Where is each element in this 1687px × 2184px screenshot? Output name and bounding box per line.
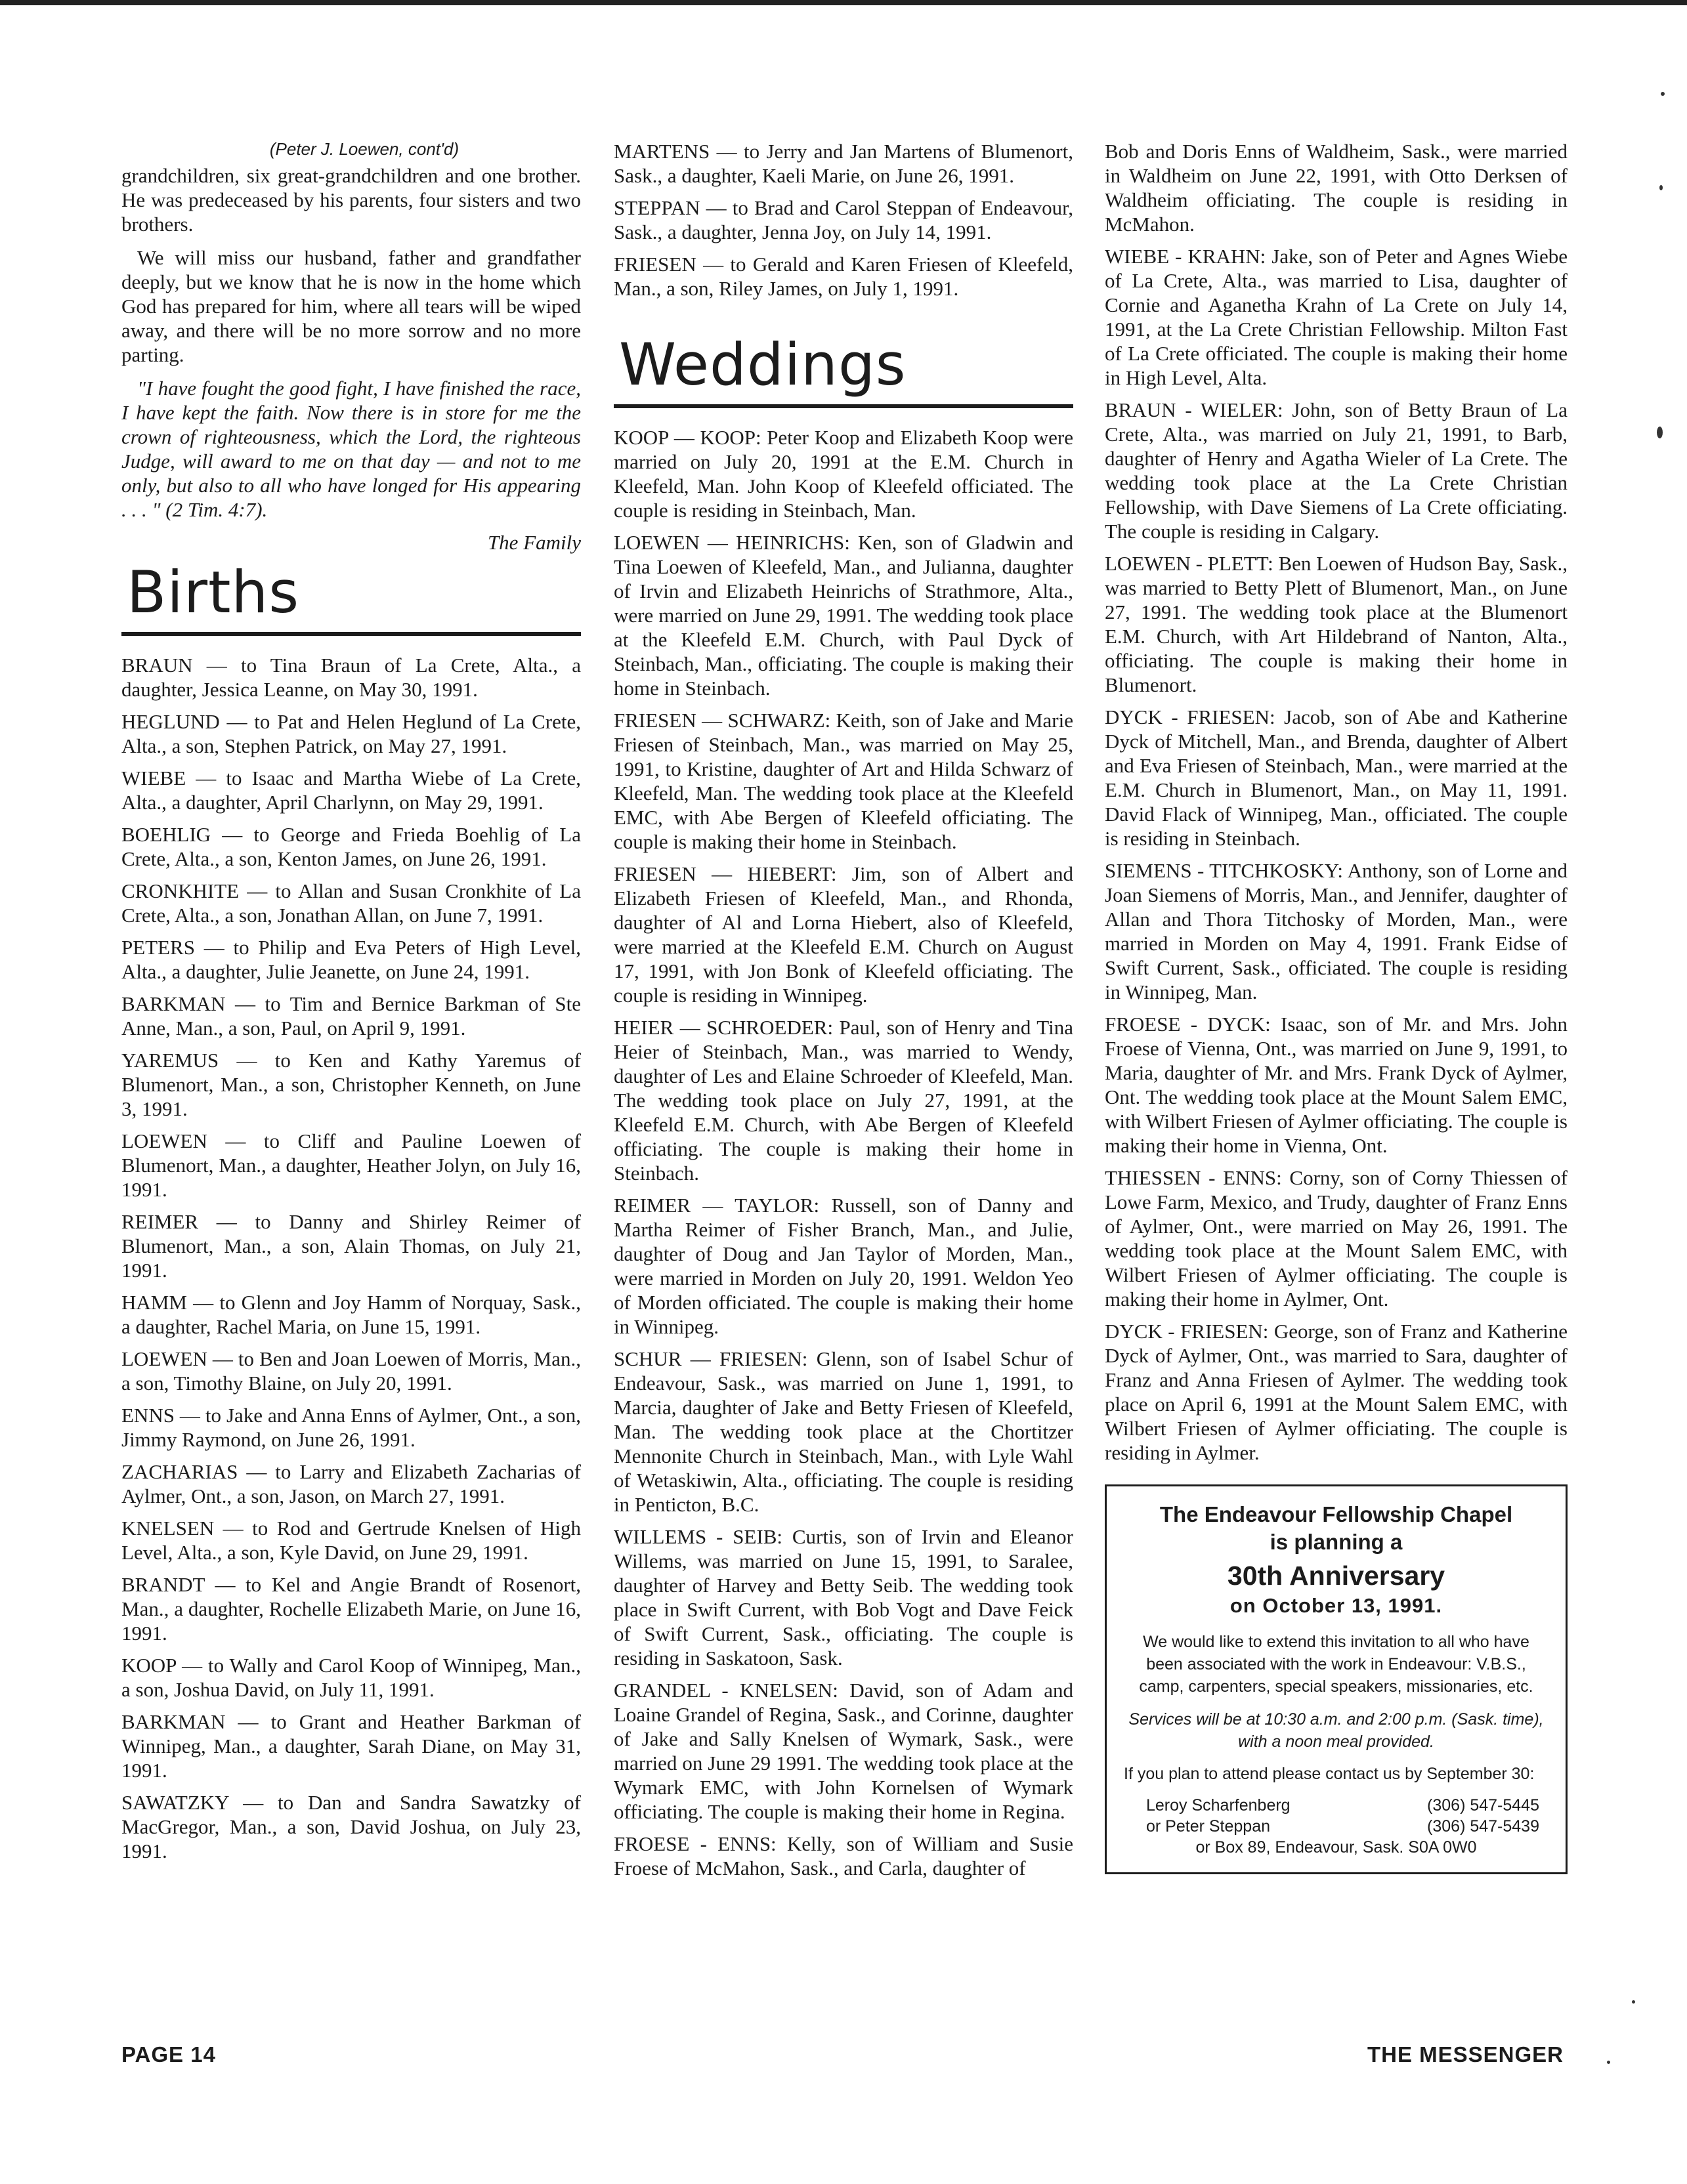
weddings-heading: Weddings <box>619 331 907 398</box>
list-item: REIMER — to Danny and Shirley Reimer of Blumenort, Man., a son, Alain Thomas, on July 21, 1991. <box>121 1210 581 1282</box>
list-item: WIEBE — to Isaac and Martha Wiebe of La Crete, Alta., a daughter, April Charlynn, on May 29, 1991. <box>121 766 581 814</box>
scan-speck <box>1659 185 1663 190</box>
ad-subtitle: is planning a <box>1270 1530 1403 1554</box>
list-item: BARKMAN — to Tim and Bernice Barkman of Ste Anne, Man., a son, Paul, on April 9, 1991. <box>121 992 581 1040</box>
list-item: FRIESEN — to Gerald and Karen Friesen of Kleefeld, Man., a son, Riley James, on July 1, 1991. <box>614 253 1073 300</box>
list-item: MARTENS — to Jerry and Jan Martens of Blumenort, Sask., a daughter, Kaeli Marie, on June 26, 1991. <box>614 140 1073 187</box>
list-item: BOEHLIG — to George and Frieda Boehlig of La Crete, Alta., a son, Kenton James, on June 26, 1991. <box>121 823 581 870</box>
list-item: DYCK - FRIESEN: Jacob, son of Abe and Katherine Dyck of Mitchell, Man., and Brenda, daughter of Albert and Eva Friesen of Steinbach, Man., were married at the E.M. Church in Blumenort, Man., on May 11, 1991. David Flack of Winnipeg, Man., officiated. The couple is residing in Steinbach. <box>1105 705 1568 850</box>
births-list <box>121 653 581 1863</box>
list-item: FROESE - DYCK: Isaac, son of Mr. and Mrs. John Froese of Vienna, Ont., was married on June 9, 1991, to Maria, daughter of Mr. and Mrs. Frank Dyck of Aylmer, Ont. The wedding took place at the Mount Salem EMC, with Wilbert Friesen of Aylmer officiating. The couple is making their home in Vienna, Ont. <box>1105 1013 1568 1157</box>
ad-contact-row <box>1124 1795 1548 1816</box>
list-item: LOEWEN — to Cliff and Pauline Loewen of Blumenort, Man., a daughter, Heather Jolyn, on July 16, 1991. <box>121 1129 581 1201</box>
ad-title: The Endeavour Fellowship Chapel <box>1159 1502 1513 1526</box>
scan-speck <box>1632 2000 1635 2004</box>
list-item: FRIESEN — HIEBERT: Jim, son of Albert and Elizabeth Friesen of Kleefeld, Man., and Rhonda, daughter of Al and Lorna Hiebert, also of Kleefeld, were married at the Kleefeld E.M. Church on August 17, 1991, with Jon Bonk of Kleefeld officiating. The couple is residing in Winnipeg. <box>614 862 1073 1007</box>
weddings-list-continued <box>1105 139 1568 1465</box>
weddings-rule <box>614 404 1073 408</box>
list-item: HEGLUND — to Pat and Helen Heglund of La Crete, Alta., a son, Stephen Patrick, on May 27, 1991. <box>121 710 581 757</box>
contact-phone: (306) 547-5445 <box>1427 1796 1539 1815</box>
list-item: YAREMUS — to Ken and Kathy Yaremus of Blumenort, Man., a son, Christopher Kenneth, on June 3, 1991. <box>121 1049 581 1120</box>
births-rule <box>121 632 581 636</box>
list-item: WIEBE - KRAHN: Jake, son of Peter and Agnes Wiebe of La Crete, Alta., was married to Lisa, daughter of Cornie and Aganetha Krahn of La Crete on July 14, 1991, at the La Crete Christian Fellowship. Milton Fast of La Crete officiated. The couple is making their home in High Level, Alta. <box>1105 245 1568 389</box>
ad-address-row <box>1124 1837 1548 1858</box>
ad-anniversary: 30th Anniversary <box>1227 1561 1445 1591</box>
obituary-paragraph: grandchildren, six great-grandchildren and one brother. He was predeceased by his parents, four sisters and two brothers. <box>121 164 581 236</box>
list-item: GRANDEL - KNELSEN: David, son of Adam and Loaine Grandel of Regina, Sask., and Corinne, daughter of Jake and Sally Knelsen of Wymark, Sask., were married on June 29 1991. The wedding took place at the Wymark EMC, with John Kornelsen of Wymark officiating. The couple is making their home in Regina. <box>614 1679 1073 1823</box>
list-item: WILLEMS - SEIB: Curtis, son of Irvin and Eleanor Willems, was married on June 15, 1991, to Saralee, daughter of Harvey and Betty Seib. The wedding took place in Swift Current, with Bob Vogt and Dave Feick of Swift Current, Sask., officiating. The couple is residing in Saskatoon, Sask. <box>614 1525 1073 1670</box>
top-border <box>0 0 1687 5</box>
column-2 <box>614 139 1073 1888</box>
list-item: ZACHARIAS — to Larry and Elizabeth Zacharias of Aylmer, Ont., a son, Jason, on March 27, 1991. <box>121 1460 581 1507</box>
obituary-paragraph: We will miss our husband, father and grandfather deeply, but we know that he is now in the home which God has prepared for him, where all tears will be wiped away, and there will be no more sorrow and no more parting. <box>121 246 581 366</box>
births-heading: Births <box>127 558 300 626</box>
list-item: LOEWEN — HEINRICHS: Ken, son of Gladwin and Tina Loewen of Kleefeld, Man., and Julianna, daughter of Irvin and Elizabeth Heinrichs of Strathmore, Alta., were married on June 29, 1991. The wedding took place at the Kleefeld E.M. Church, with Paul Dyck of Steinbach, Man., officiating. The couple is making their home in Steinbach. <box>614 531 1073 700</box>
scan-speck <box>1607 2061 1610 2064</box>
list-item: DYCK - FRIESEN: George, son of Franz and Katherine Dyck of Aylmer, Ont., was married to Sara, daughter of Franz and Anna Friesen of Aylmer. The wedding took place on April 6, 1991 at the Mount Salem EMC, with Wilbert Friesen of Aylmer officiating. The couple is residing in Aylmer. <box>1105 1320 1568 1464</box>
obituary-quote: "I have fought the good fight, I have finished the race, I have kept the faith. Now there is in store for me the crown of righteousness, which the Lord, the righteous Judge, will award to me on that day — and not to me only, but also to all who have longed for His appearing . . . " (2 Tim. 4:7). <box>121 377 581 521</box>
list-item: FROESE - ENNS: Kelly, son of William and Susie Froese of McMahon, Sask., and Carla, daughter of <box>614 1832 1073 1880</box>
list-item: STEPPAN — to Brad and Carol Steppan of Endeavour, Sask., a daughter, Jenna Joy, on July 14, 1991. <box>614 196 1073 243</box>
ad-contacts <box>1124 1795 1548 1858</box>
page-number: PAGE 14 <box>121 2042 216 2067</box>
list-item: KNELSEN — to Rod and Gertrude Knelsen of High Level, Alta., a son, Kyle David, on June 29, 1991. <box>121 1517 581 1564</box>
ad-contact-intro: If you plan to attend please contact us by September 30: <box>1124 1765 1535 1783</box>
contact-phone: (306) 547-5439 <box>1427 1817 1539 1836</box>
list-item: Bob and Doris Enns of Waldheim, Sask., were married in Waldheim on June 22, 1991, with Otto Derksen of Waldheim officiating. The couple is residing in McMahon. <box>1105 140 1568 236</box>
list-item: BARKMAN — to Grant and Heather Barkman of Winnipeg, Man., a daughter, Sarah Diane, on May 31, 1991. <box>121 1710 581 1782</box>
continued-label: (Peter J. Loewen, cont'd) <box>269 139 459 159</box>
column-3 <box>1105 139 1568 1874</box>
ad-date: on October 13, 1991. <box>1229 1594 1443 1617</box>
column-1 <box>121 139 581 1871</box>
list-item: BRANDT — to Kel and Angie Brandt of Rosenort, Man., a daughter, Rochelle Elizabeth Marie, on June 16, 1991. <box>121 1573 581 1645</box>
list-item: KOOP — to Wally and Carol Koop of Winnipeg, Man., a son, Joshua David, on July 11, 1991. <box>121 1654 581 1701</box>
ad-address: or Box 89, Endeavour, Sask. S0A 0W0 <box>1195 1838 1477 1857</box>
list-item: ENNS — to Jake and Anna Enns of Aylmer, Ont., a son, Jimmy Raymond, on June 26, 1991. <box>121 1404 581 1451</box>
contact-name: or Peter Steppan <box>1146 1817 1271 1836</box>
list-item: LOEWEN - PLETT: Ben Loewen of Hudson Bay, Sask., was married to Betty Plett of Blumenort, Man., on June 27, 1991. The wedding took place at the Blumenort E.M. Church, with Art Hildebrand of Nanton, Alta., officiating. The couple is making their home in Blumenort. <box>1105 552 1568 696</box>
list-item: FRIESEN — SCHWARZ: Keith, son of Jake and Marie Friesen of Steinbach, Man., was married on May 25, 1991, to Kristine, daughter of Art and Hilda Schwarz of Kleefeld, Man. The wedding took place at the Kleefeld EMC, with Abe Bergen of Kleefeld officiating. The couple is making their home in Steinbach. <box>614 709 1073 853</box>
anniversary-ad <box>1105 1484 1568 1874</box>
publication-name: THE MESSENGER <box>1367 2042 1564 2067</box>
list-item: CRONKHITE — to Allan and Susan Cronkhite of La Crete, Alta., a son, Jonathan Allan, on June 7, 1991. <box>121 879 581 927</box>
list-item: BRAUN — to Tina Braun of La Crete, Alta., a daughter, Jessica Leanne, on May 30, 1991. <box>121 654 581 701</box>
list-item: REIMER — TAYLOR: Russell, son of Danny and Martha Reimer of Fisher Branch, Man., and Julie, daughter of Doug and Jan Taylor of Morden, Man., were married in Morden on July 20, 1991. Weldon Yeo of Morden officiated. The couple is making their home in Winnipeg. <box>614 1194 1073 1338</box>
list-item: SAWATZKY — to Dan and Sandra Sawatzky of MacGregor, Man., a son, David Joshua, on July 23, 1991. <box>121 1791 581 1862</box>
scan-speck <box>1661 92 1665 96</box>
list-item: HAMM — to Glenn and Joy Hamm of Norquay, Sask., a daughter, Rachel Maria, on June 15, 1991. <box>121 1291 581 1338</box>
ad-invite: We would like to extend this invitation to all who have been associated with the work in Endeavour: V.B.S., camp, carpenters, special speakers, missionaries, etc. <box>1139 1633 1533 1696</box>
ad-services: Services will be at 10:30 a.m. and 2:00 p.m. (Sask. time), with a noon meal provided. <box>1128 1710 1544 1751</box>
list-item: BRAUN - WIELER: John, son of Betty Braun of La Crete, Alta., was married on July 21, 1991, to Barb, daughter of Henry and Agatha Wieler of La Crete. The wedding took place at the La Crete Christian Fellowship, with Dave Siemens of La Crete officiating. The couple is residing in Calgary. <box>1105 398 1568 543</box>
contact-name: Leroy Scharfenberg <box>1146 1796 1291 1815</box>
list-item: PETERS — to Philip and Eva Peters of High Level, Alta., a daughter, Julie Jeanette, on June 24, 1991. <box>121 936 581 983</box>
obituary-signature: The Family <box>487 531 581 554</box>
list-item: THIESSEN - ENNS: Corny, son of Corny Thiessen of Lowe Farm, Mexico, and Trudy, daughter of Franz Enns of Aylmer, Ont., were married on May 26, 1991. The wedding took place at the Mount Salem EMC, with Wilbert Friesen of Aylmer officiating. The couple is making their home in Aylmer, Ont. <box>1105 1166 1568 1311</box>
weddings-list <box>614 425 1073 1880</box>
scan-speck <box>1657 427 1663 438</box>
list-item: HEIER — SCHROEDER: Paul, son of Henry and Tina Heier of Steinbach, Man., was married to Wendy, daughter of Les and Elaine Schroeder of Kleefeld, Man. The wedding took place on July 27, 1991, at the Kleefeld E.M. Church, with Abe Bergen of Kleefeld officiating. The couple is making their home in Steinbach. <box>614 1016 1073 1185</box>
list-item: SCHUR — FRIESEN: Glenn, son of Isabel Schur of Endeavour, Sask., was married on June 1, 1991, to Marcia, daughter of Jake and Betty Friesen of Kleefeld, Man. The wedding took place at the Chortitzer Mennonite Church in Steinbach, Man., with Lyle Wahl of Wetaskiwin, Alta., officiating. The couple is residing in Penticton, B.C. <box>614 1347 1073 1516</box>
births-continued-list <box>614 139 1073 301</box>
ad-contact-row <box>1124 1816 1548 1837</box>
list-item: SIEMENS - TITCHKOSKY: Anthony, son of Lorne and Joan Siemens of Morris, Man., and Jennifer, daughter of Allan and Thora Titchosky of Morden, Man., were married in Morden on May 4, 1991. Frank Eidse of Swift Current, Sask., officiated. The couple is residing in Winnipeg, Man. <box>1105 859 1568 1003</box>
list-item: LOEWEN — to Ben and Joan Loewen of Morris, Man., a son, Timothy Blaine, on July 20, 1991. <box>121 1347 581 1395</box>
list-item: KOOP — KOOP: Peter Koop and Elizabeth Koop were married on July 20, 1991 at the E.M. Church in Kleefeld, Man. John Koop of Kleefeld officiated. The couple is residing in Steinbach, Man. <box>614 426 1073 522</box>
